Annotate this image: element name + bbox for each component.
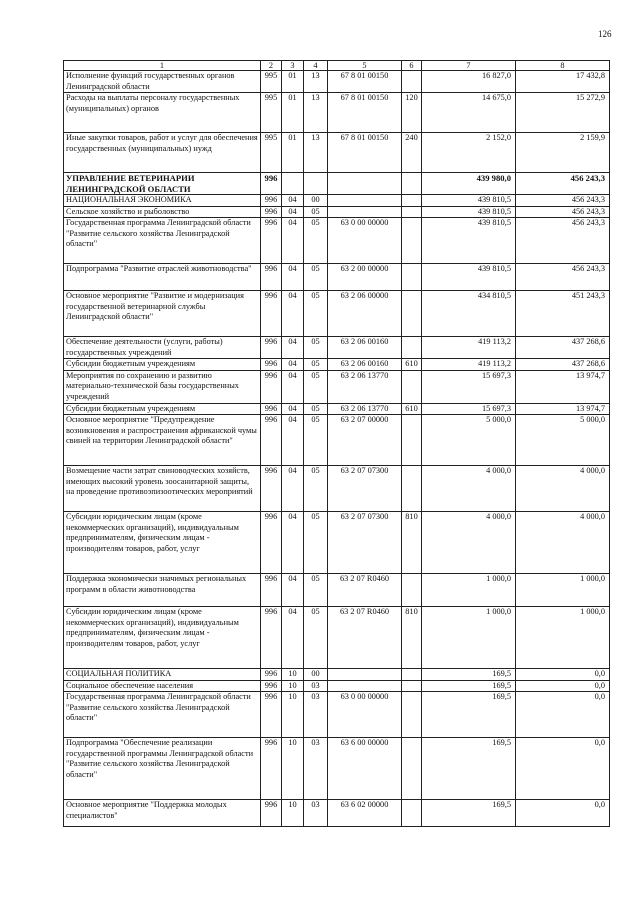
section-code-cell: 04 xyxy=(282,574,304,607)
column-header: 4 xyxy=(304,61,328,71)
target-article-cell: 67 8 01 00150 xyxy=(328,133,402,173)
row-name-cell: НАЦИОНАЛЬНАЯ ЭКОНОМИКА xyxy=(64,195,261,207)
row-name-cell: Социальное обеспечение населения xyxy=(64,680,261,692)
expense-type-cell: 610 xyxy=(402,403,422,415)
amount-year1-cell: 169,5 xyxy=(422,680,516,692)
table-row xyxy=(64,370,610,403)
column-header: 7 xyxy=(422,61,516,71)
table-row xyxy=(64,738,610,800)
row-name-cell: Иные закупки товаров, работ и услуг для обеспечения государственных (муниципальных) нужд xyxy=(64,133,261,173)
row-name-cell: УПРАВЛЕНИЕ ВЕТЕРИНАРИИ ЛЕНИНГРАДСКОЙ ОБЛАСТИ xyxy=(64,173,261,195)
expense-type-cell xyxy=(402,692,422,738)
target-article-cell xyxy=(328,206,402,218)
section-code-cell: 04 xyxy=(282,195,304,207)
amount-year2-cell: 451 243,3 xyxy=(516,291,610,337)
table-row xyxy=(64,195,610,207)
section-code-cell: 04 xyxy=(282,218,304,264)
expense-type-cell xyxy=(402,800,422,827)
section-code-cell xyxy=(282,173,304,195)
subsection-code-cell: 05 xyxy=(304,403,328,415)
target-article-cell: 63 2 06 00160 xyxy=(328,359,402,371)
table-row xyxy=(64,574,610,607)
amount-year2-cell: 13 974,7 xyxy=(516,403,610,415)
section-code-cell: 04 xyxy=(282,359,304,371)
column-header: 3 xyxy=(282,61,304,71)
subsection-code-cell: 05 xyxy=(304,218,328,264)
subsection-code-cell xyxy=(304,173,328,195)
amount-year2-cell: 456 243,3 xyxy=(516,195,610,207)
subsection-code-cell: 05 xyxy=(304,415,328,466)
expense-type-cell xyxy=(402,195,422,207)
expense-type-cell xyxy=(402,291,422,337)
ministry-code-cell: 996 xyxy=(261,218,282,264)
table-row xyxy=(64,669,610,681)
subsection-code-cell: 03 xyxy=(304,692,328,738)
expense-type-cell: 810 xyxy=(402,607,422,669)
ministry-code-cell: 996 xyxy=(261,738,282,800)
section-code-cell: 04 xyxy=(282,607,304,669)
amount-year1-cell: 15 697,3 xyxy=(422,370,516,403)
subsection-code-cell: 13 xyxy=(304,93,328,133)
column-header: 2 xyxy=(261,61,282,71)
ministry-code-cell: 995 xyxy=(261,93,282,133)
amount-year1-cell: 419 113,2 xyxy=(422,337,516,359)
expense-type-cell xyxy=(402,738,422,800)
target-article-cell: 63 2 07 R0460 xyxy=(328,607,402,669)
budget-table xyxy=(63,60,610,827)
subsection-code-cell: 13 xyxy=(304,71,328,93)
subsection-code-cell: 05 xyxy=(304,370,328,403)
row-name-cell: Основное мероприятие "Предупреждение возникновения и распространения африканской чумы свиней на территории Ленинградской области" xyxy=(64,415,261,466)
amount-year1-cell: 16 827,0 xyxy=(422,71,516,93)
table-row xyxy=(64,512,610,574)
target-article-cell: 63 6 00 00000 xyxy=(328,738,402,800)
table-row xyxy=(64,680,610,692)
ministry-code-cell: 996 xyxy=(261,370,282,403)
row-name-cell: Подпрограмма "Обеспечение реализации государственной программы Ленинградской области "Развитие сельского хозяйства Ленинградской области" xyxy=(64,738,261,800)
target-article-cell: 63 2 06 00160 xyxy=(328,337,402,359)
ministry-code-cell: 995 xyxy=(261,133,282,173)
subsection-code-cell: 00 xyxy=(304,195,328,207)
amount-year1-cell: 2 152,0 xyxy=(422,133,516,173)
row-name-cell: Мероприятия по сохранению и развитию материально-технической базы государственных учреждений xyxy=(64,370,261,403)
ministry-code-cell: 996 xyxy=(261,692,282,738)
target-article-cell: 63 6 02 00000 xyxy=(328,800,402,827)
row-name-cell: Основное мероприятие "Развитие и модернизация государственной ветеринарной службы Ленинградской области" xyxy=(64,291,261,337)
target-article-cell xyxy=(328,669,402,681)
ministry-code-cell: 996 xyxy=(261,574,282,607)
target-article-cell: 63 2 07 R0460 xyxy=(328,574,402,607)
target-article-cell: 63 0 00 00000 xyxy=(328,218,402,264)
column-header: 5 xyxy=(328,61,402,71)
amount-year2-cell: 17 432,8 xyxy=(516,71,610,93)
row-name-cell: Возмещение части затрат свиноводческих хозяйств, имеющих высокий уровень зоосанитарной защиты, на проведение противоэпизоотических мероприятий xyxy=(64,466,261,512)
table-row xyxy=(64,173,610,195)
amount-year2-cell: 1 000,0 xyxy=(516,574,610,607)
table-row xyxy=(64,415,610,466)
amount-year1-cell: 419 113,2 xyxy=(422,359,516,371)
section-code-cell: 01 xyxy=(282,71,304,93)
ministry-code-cell: 996 xyxy=(261,206,282,218)
table-row xyxy=(64,337,610,359)
subsection-code-cell: 13 xyxy=(304,133,328,173)
amount-year1-cell: 15 697,3 xyxy=(422,403,516,415)
subsection-code-cell: 05 xyxy=(304,512,328,574)
table-row xyxy=(64,359,610,371)
amount-year1-cell: 439 810,5 xyxy=(422,264,516,291)
section-code-cell: 01 xyxy=(282,133,304,173)
target-article-cell: 67 8 01 00150 xyxy=(328,71,402,93)
amount-year1-cell: 169,5 xyxy=(422,692,516,738)
amount-year2-cell: 437 268,6 xyxy=(516,359,610,371)
ministry-code-cell: 996 xyxy=(261,607,282,669)
subsection-code-cell: 05 xyxy=(304,359,328,371)
amount-year2-cell: 13 974,7 xyxy=(516,370,610,403)
expense-type-cell xyxy=(402,218,422,264)
section-code-cell: 04 xyxy=(282,403,304,415)
amount-year2-cell: 437 268,6 xyxy=(516,337,610,359)
ministry-code-cell: 996 xyxy=(261,173,282,195)
expense-type-cell xyxy=(402,370,422,403)
row-name-cell: Сельское хозяйство и рыболовство xyxy=(64,206,261,218)
target-article-cell: 63 2 06 13770 xyxy=(328,370,402,403)
amount-year1-cell: 439 810,5 xyxy=(422,218,516,264)
amount-year2-cell: 0,0 xyxy=(516,738,610,800)
target-article-cell: 63 2 00 00000 xyxy=(328,264,402,291)
expense-type-cell xyxy=(402,466,422,512)
section-code-cell: 04 xyxy=(282,466,304,512)
ministry-code-cell: 996 xyxy=(261,466,282,512)
column-header: 1 xyxy=(64,61,261,71)
column-header: 6 xyxy=(402,61,422,71)
section-code-cell: 04 xyxy=(282,291,304,337)
subsection-code-cell: 03 xyxy=(304,800,328,827)
row-name-cell: Субсидии бюджетным учреждениям xyxy=(64,359,261,371)
table-row xyxy=(64,607,610,669)
amount-year1-cell: 5 000,0 xyxy=(422,415,516,466)
subsection-code-cell: 00 xyxy=(304,669,328,681)
row-name-cell: СОЦИАЛЬНАЯ ПОЛИТИКА xyxy=(64,669,261,681)
amount-year2-cell: 0,0 xyxy=(516,680,610,692)
section-code-cell: 10 xyxy=(282,680,304,692)
amount-year2-cell: 456 243,3 xyxy=(516,218,610,264)
amount-year1-cell: 439 810,5 xyxy=(422,206,516,218)
section-code-cell: 10 xyxy=(282,738,304,800)
ministry-code-cell: 996 xyxy=(261,680,282,692)
row-name-cell: Субсидии юридическим лицам (кроме некоммерческих организаций), индивидуальным предпринимателям, физическим лицам - производителям товаров, работ, услуг xyxy=(64,607,261,669)
amount-year1-cell: 439 980,0 xyxy=(422,173,516,195)
expense-type-cell xyxy=(402,264,422,291)
section-code-cell: 04 xyxy=(282,415,304,466)
amount-year1-cell: 169,5 xyxy=(422,669,516,681)
expense-type-cell xyxy=(402,669,422,681)
ministry-code-cell: 996 xyxy=(261,291,282,337)
target-article-cell: 63 2 07 00000 xyxy=(328,415,402,466)
row-name-cell: Субсидии юридическим лицам (кроме некоммерческих организаций), индивидуальным предпринимателям, физическим лицам - производителям товаров, работ, услуг xyxy=(64,512,261,574)
amount-year2-cell: 1 000,0 xyxy=(516,607,610,669)
amount-year1-cell: 1 000,0 xyxy=(422,574,516,607)
table-row xyxy=(64,206,610,218)
page-number: 126 xyxy=(598,29,612,39)
target-article-cell: 63 0 00 00000 xyxy=(328,692,402,738)
amount-year1-cell: 439 810,5 xyxy=(422,195,516,207)
row-name-cell: Расходы на выплаты персоналу государственных (муниципальных) органов xyxy=(64,93,261,133)
table-row xyxy=(64,218,610,264)
subsection-code-cell: 05 xyxy=(304,337,328,359)
table-header-row xyxy=(64,61,610,71)
target-article-cell: 63 2 07 07300 xyxy=(328,466,402,512)
target-article-cell xyxy=(328,680,402,692)
expense-type-cell xyxy=(402,415,422,466)
target-article-cell: 67 8 01 00150 xyxy=(328,93,402,133)
subsection-code-cell: 05 xyxy=(304,607,328,669)
row-name-cell: Исполнение функций государственных органов Ленинградской области xyxy=(64,71,261,93)
table-row xyxy=(64,133,610,173)
table-row xyxy=(64,291,610,337)
ministry-code-cell: 996 xyxy=(261,512,282,574)
column-header: 8 xyxy=(516,61,610,71)
amount-year2-cell: 456 243,3 xyxy=(516,206,610,218)
section-code-cell: 01 xyxy=(282,93,304,133)
target-article-cell: 63 2 07 07300 xyxy=(328,512,402,574)
amount-year2-cell: 2 159,9 xyxy=(516,133,610,173)
table-row xyxy=(64,93,610,133)
amount-year1-cell: 169,5 xyxy=(422,800,516,827)
target-article-cell xyxy=(328,195,402,207)
subsection-code-cell: 03 xyxy=(304,680,328,692)
amount-year2-cell: 456 243,3 xyxy=(516,173,610,195)
subsection-code-cell: 05 xyxy=(304,206,328,218)
subsection-code-cell: 05 xyxy=(304,466,328,512)
row-name-cell: Подпрограмма "Развитие отраслей животноводства" xyxy=(64,264,261,291)
ministry-code-cell: 996 xyxy=(261,800,282,827)
subsection-code-cell: 03 xyxy=(304,738,328,800)
row-name-cell: Поддержка экономически значимых региональных программ в области животноводства xyxy=(64,574,261,607)
amount-year2-cell: 4 000,0 xyxy=(516,466,610,512)
amount-year2-cell: 4 000,0 xyxy=(516,512,610,574)
amount-year2-cell: 0,0 xyxy=(516,800,610,827)
ministry-code-cell: 996 xyxy=(261,669,282,681)
expense-type-cell xyxy=(402,173,422,195)
section-code-cell: 04 xyxy=(282,337,304,359)
amount-year1-cell: 1 000,0 xyxy=(422,607,516,669)
ministry-code-cell: 996 xyxy=(261,359,282,371)
expense-type-cell xyxy=(402,71,422,93)
section-code-cell: 04 xyxy=(282,512,304,574)
table-row xyxy=(64,264,610,291)
row-name-cell: Субсидии бюджетным учреждениям xyxy=(64,403,261,415)
ministry-code-cell: 996 xyxy=(261,337,282,359)
section-code-cell: 04 xyxy=(282,206,304,218)
row-name-cell: Обеспечение деятельности (услуги, работы) государственных учреждений xyxy=(64,337,261,359)
ministry-code-cell: 996 xyxy=(261,264,282,291)
target-article-cell: 63 2 06 13770 xyxy=(328,403,402,415)
table-row xyxy=(64,800,610,827)
expense-type-cell xyxy=(402,206,422,218)
amount-year1-cell: 4 000,0 xyxy=(422,466,516,512)
section-code-cell: 10 xyxy=(282,800,304,827)
table-row xyxy=(64,71,610,93)
section-code-cell: 04 xyxy=(282,264,304,291)
subsection-code-cell: 05 xyxy=(304,291,328,337)
expense-type-cell: 810 xyxy=(402,512,422,574)
amount-year2-cell: 0,0 xyxy=(516,692,610,738)
expense-type-cell: 120 xyxy=(402,93,422,133)
row-name-cell: Государственная программа Ленинградской области "Развитие сельского хозяйства Ленинградской области" xyxy=(64,218,261,264)
amount-year2-cell: 5 000,0 xyxy=(516,415,610,466)
subsection-code-cell: 05 xyxy=(304,574,328,607)
expense-type-cell: 240 xyxy=(402,133,422,173)
expense-type-cell xyxy=(402,680,422,692)
section-code-cell: 04 xyxy=(282,370,304,403)
amount-year1-cell: 14 675,0 xyxy=(422,93,516,133)
section-code-cell: 10 xyxy=(282,669,304,681)
amount-year2-cell: 456 243,3 xyxy=(516,264,610,291)
amount-year1-cell: 169,5 xyxy=(422,738,516,800)
ministry-code-cell: 996 xyxy=(261,195,282,207)
expense-type-cell: 610 xyxy=(402,359,422,371)
row-name-cell: Основное мероприятие "Поддержка молодых специалистов" xyxy=(64,800,261,827)
section-code-cell: 10 xyxy=(282,692,304,738)
table-row xyxy=(64,466,610,512)
ministry-code-cell: 995 xyxy=(261,71,282,93)
target-article-cell: 63 2 06 00000 xyxy=(328,291,402,337)
row-name-cell: Государственная программа Ленинградской области "Развитие сельского хозяйства Ленинградской области" xyxy=(64,692,261,738)
target-article-cell xyxy=(328,173,402,195)
table-row xyxy=(64,692,610,738)
amount-year2-cell: 0,0 xyxy=(516,669,610,681)
amount-year2-cell: 15 272,9 xyxy=(516,93,610,133)
ministry-code-cell: 996 xyxy=(261,415,282,466)
expense-type-cell xyxy=(402,337,422,359)
ministry-code-cell: 996 xyxy=(261,403,282,415)
subsection-code-cell: 05 xyxy=(304,264,328,291)
expense-type-cell xyxy=(402,574,422,607)
table-row xyxy=(64,403,610,415)
amount-year1-cell: 434 810,5 xyxy=(422,291,516,337)
amount-year1-cell: 4 000,0 xyxy=(422,512,516,574)
